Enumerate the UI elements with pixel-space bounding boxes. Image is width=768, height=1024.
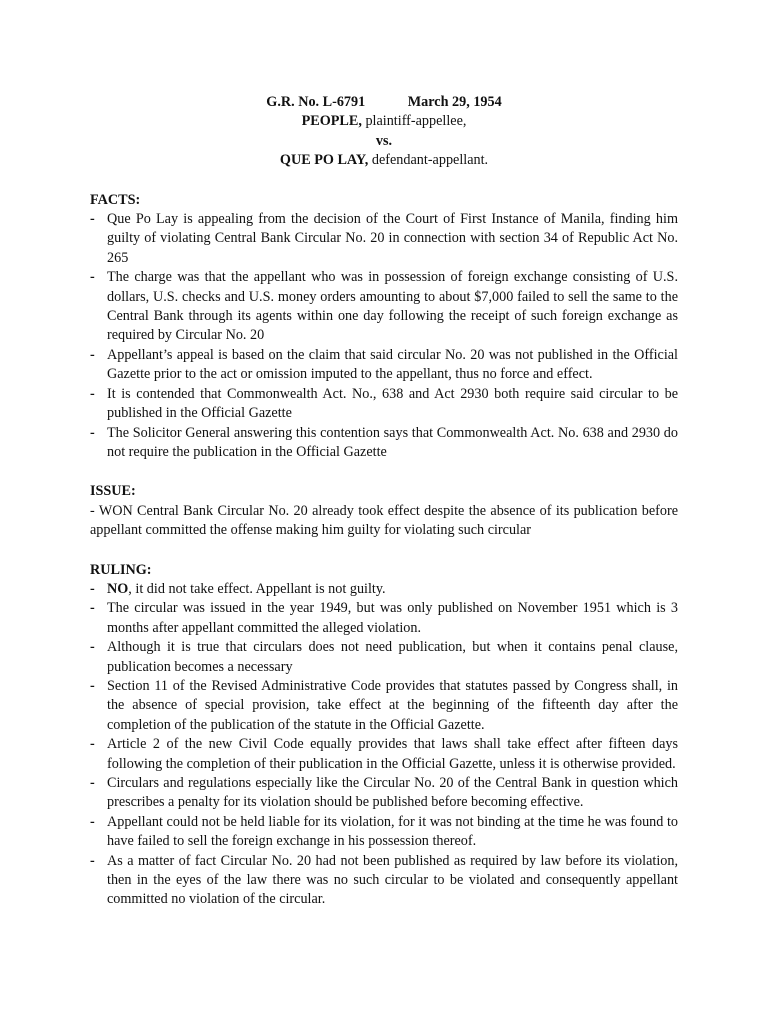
bullet-dash: - (90, 639, 95, 656)
ruling-item (90, 580, 678, 599)
plaintiff-role: plaintiff-appellee, (361, 113, 467, 130)
bullet-dash: - (90, 269, 95, 286)
ruling-item-text: Appellant could not be held liable for its violation, for it was not binding at the time he was found to have failed to sell the foreign exchange in his possession thereof. (107, 813, 678, 850)
bullet-dash: - (90, 775, 95, 791)
bullet-dash: - (90, 211, 95, 228)
facts-item-text: The Solicitor General answering this contention says that Commonwealth Act. No. 638 and 2930 do not require the publication in the Official Gazette (107, 424, 678, 460)
facts-item (90, 268, 678, 346)
facts-item-text: It is contended that Commonwealth Act. No., 638 and Act 2930 both require said circular to be published in the Official Gazette (107, 385, 678, 422)
facts-heading: FACTS: (90, 191, 141, 208)
ruling-item (90, 677, 678, 735)
ruling-verdict-text: , it did not take effect. Appellant is not guilty. (128, 580, 386, 597)
ruling-verdict: NO (107, 580, 129, 597)
facts-section (90, 191, 678, 463)
facts-item (90, 385, 678, 424)
case-header (90, 93, 678, 171)
plaintiff-line (90, 112, 678, 131)
bullet-dash: - (90, 424, 95, 441)
facts-list (90, 210, 678, 462)
issue-section (90, 482, 678, 540)
ruling-item (90, 599, 678, 638)
ruling-item-text: As a matter of fact Circular No. 20 had not been published as required by law before its violation, then in the eyes of the law there was no such circular to be violated and consequently appellant committed no violation of the circular. (107, 852, 678, 908)
defendant-line (90, 151, 678, 170)
bullet-dash: - (90, 580, 95, 597)
ruling-section (90, 561, 678, 910)
facts-item-text: The charge was that the appellant who was in possession of foreign exchange consisting of U.S. dollars, U.S. checks and U.S. money orders amounting to about $7,000 failed to sell the same to the Central Bank through its agents within one day following the receipt of such foreign exchange as required by Circular No. 20 (107, 269, 678, 344)
case-number: G.R. No. L-6791 (266, 94, 366, 110)
ruling-item (90, 735, 678, 774)
ruling-item (90, 774, 678, 813)
defendant-role: defendant-appellant. (368, 152, 489, 169)
facts-item (90, 210, 678, 268)
bullet-dash: - (90, 852, 95, 869)
issue-heading: ISSUE: (90, 483, 136, 500)
issue-text: - WON Central Bank Circular No. 20 already took effect despite the absence of its publication before appellant committed the offense making him guilty for violating such circular (90, 502, 678, 539)
versus-line: vs. (375, 132, 393, 149)
bullet-dash: - (90, 736, 95, 753)
facts-item (90, 424, 678, 463)
ruling-item-text: Section 11 of the Revised Administrative Code provides that statutes passed by Congress shall, in the absence of special provision, take effect at the beginning of the fifteenth day after the completion of the publication of the statute in the Official Gazette. (107, 677, 678, 733)
ruling-item-text: Although it is true that circulars does not need publication, but when it contains penal clause, publication becomes a necessary (107, 639, 678, 675)
document-page (90, 93, 678, 930)
plaintiff-name: PEOPLE, (301, 113, 362, 130)
bullet-dash: - (90, 346, 95, 363)
ruling-heading: RULING: (90, 561, 152, 578)
bullet-dash: - (90, 677, 95, 694)
defendant-name: QUE PO LAY, (279, 152, 369, 169)
facts-item-text: Que Po Lay is appealing from the decision of the Court of First Instance of Manila, finding him guilty of violating Central Bank Circular No. 20 in connection with section 34 of Republic Act No. 265 (107, 211, 678, 266)
bullet-dash: - (90, 385, 95, 402)
ruling-item-text: Article 2 of the new Civil Code equally provides that laws shall take effect after fifteen days following the completion of their publication in the Official Gazette, unless it is otherwise provided. (107, 736, 678, 772)
facts-item (90, 346, 678, 385)
ruling-item (90, 852, 678, 910)
bullet-dash: - (90, 600, 95, 617)
ruling-item-text: The circular was issued in the year 1949, but was only published on November 1951 which is 3 months after appellant committed the alleged violation. (107, 600, 678, 636)
case-caption-line (90, 93, 678, 112)
facts-item-text: Appellant’s appeal is based on the claim that said circular No. 20 was not published in the Official Gazette prior to the act or omission imputed to the appellant, thus no force and effect. (107, 346, 678, 383)
case-date: March 29, 1954 (407, 94, 502, 110)
ruling-item (90, 813, 678, 852)
ruling-list (90, 580, 678, 910)
bullet-dash: - (90, 813, 95, 830)
ruling-item-text: Circulars and regulations especially like the Circular No. 20 of the Central Bank in question which prescribes a penalty for its violation should be published before becoming effective. (107, 775, 678, 811)
ruling-item (90, 638, 678, 677)
